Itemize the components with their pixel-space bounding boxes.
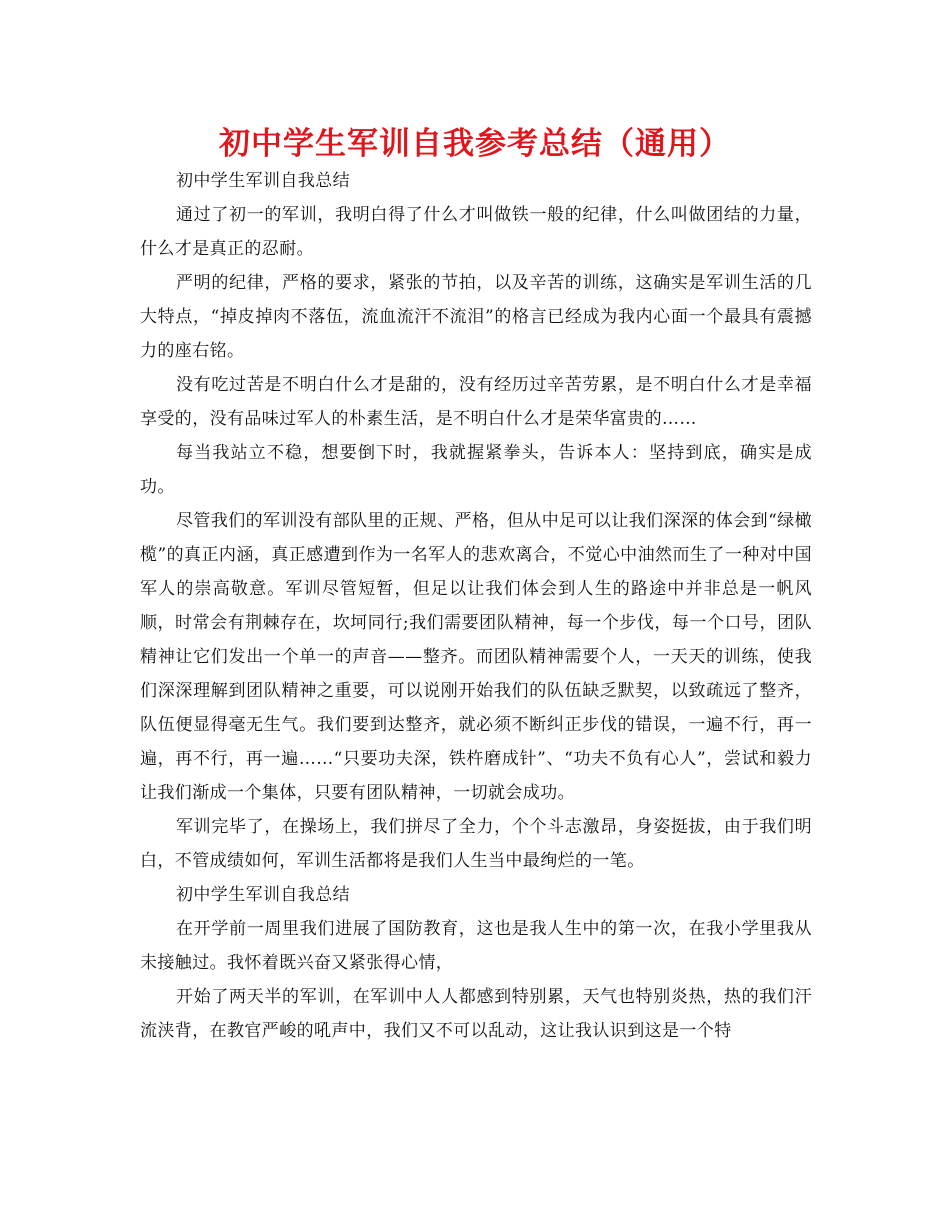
document-body: [140, 164, 812, 1048]
paragraph: 开始了两天半的军训，在军训中人人都感到特别累，天气也特别炎热，热的我们汗流浃背，在教官严峻的吼声中，我们又不可以乱动，这让我认识到这是一个特: [140, 987, 812, 1041]
paragraph: 初中学生军训自我总结: [176, 885, 350, 905]
paragraph: 每当我站立不稳，想要倒下时，我就握紧拳头，告诉本人：坚持到底，确实是成功。: [140, 443, 812, 497]
paragraph: 在开学前一周里我们进展了国防教育，这也是我人生中的第一次，在我小学里我从未接触过。我怀着既兴奋又紧张得心情，: [140, 919, 812, 973]
paragraph: 尽管我们的军训没有部队里的正规、严格，但从中足可以让我们深深的体会到“绿橄榄”的真正内涵，真正感遭到作为一名军人的悲欢离合，不觉心中油然而生了一种对中国军人的崇高敬意。军训尽管短暂，但足以让我们体会到人生的路途中并非总是一帆风顺，时常会有荆棘存在，坎坷同行;我们需要团队精神，每一个步伐，每一个口号，团队精神让它们发出一个单一的声音——整齐。而团队精神需要个人，一天天的训练，使我们深深理解到团队精神之重要，可以说刚开始我们的队伍缺乏默契，以致疏远了整齐，队伍便显得毫无生气。我们要到达整齐，就必须不断纠正步伐的错误，一遍不行，再一遍，再不行，再一遍……“只要功夫深，铁杵磨成针”、“功夫不负有心人”，尝试和毅力让我们渐成一个集体，只要有团队精神，一切就会成功。: [140, 511, 812, 803]
paragraph: 通过了初一的军训，我明白得了什么才叫做铁一般的纪律，什么叫做团结的力量，什么才是真正的忍耐。: [140, 205, 812, 259]
paragraph: 没有吃过苦是不明白什么才是甜的，没有经历过辛苦劳累，是不明白什么才是幸福享受的，没有品味过军人的朴素生活，是不明白什么才是荣华富贵的……: [140, 375, 812, 429]
paragraph: 严明的纪律，严格的要求，紧张的节拍，以及辛苦的训练，这确实是军训生活的几大特点，“掉皮掉肉不落伍，流血流汗不流泪”的格言已经成为我内心面一个最具有震撼力的座右铭。: [140, 273, 812, 361]
paragraph: 军训完毕了，在操场上，我们拼尽了全力，个个斗志激昂，身姿挺拔，由于我们明白，不管成绩如何，军训生活都将是我们人生当中最绚烂的一笔。: [140, 817, 812, 871]
paragraph: 初中学生军训自我总结: [176, 171, 350, 191]
document-title: 初中学生军训自我参考总结（通用）: [219, 126, 731, 162]
